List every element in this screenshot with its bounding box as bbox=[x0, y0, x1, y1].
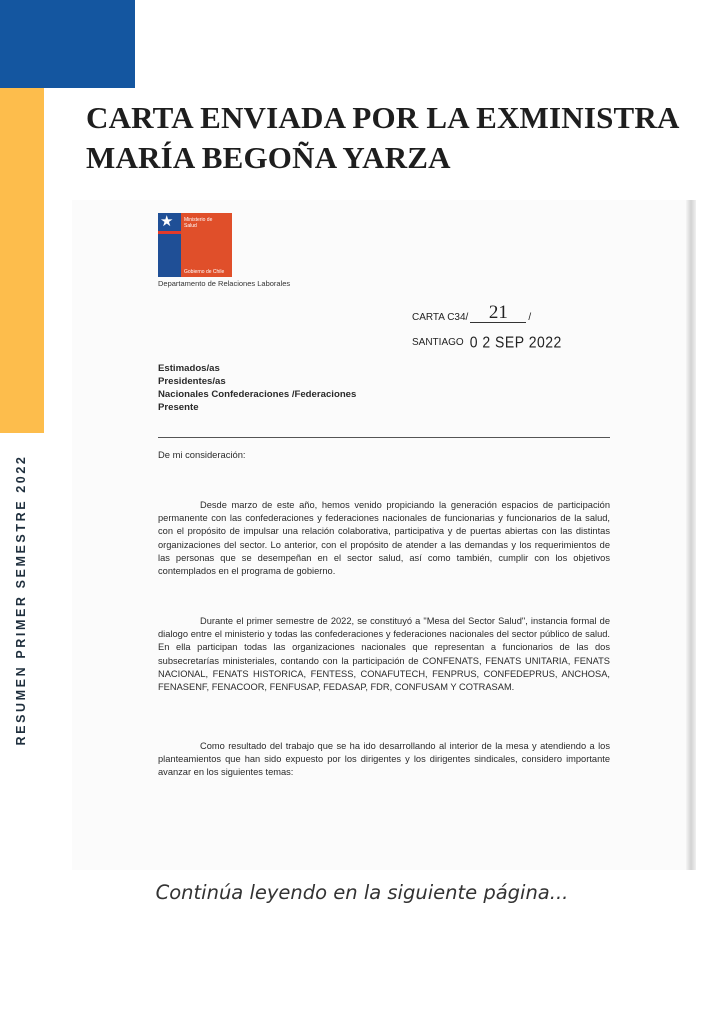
place-date bbox=[412, 334, 562, 350]
page-title-line-1: CARTA ENVIADA POR LA EXMINISTRA bbox=[86, 100, 680, 135]
santiago-label: SANTIAGO bbox=[412, 336, 464, 348]
letter-paragraph: Durante el primer semestre de 2022, se constituyó a "Mesa del Sector Salud", instancia formal de dialogo entre el ministerio y todas las confederaciones y federaciones nacionales del sector público de salud. En ella participan todas las organizaciones nacionales que representan a funcionarios de las dos subsecretarías ministeriales, contando con la participación de CONFENATS, FENATS UNITARIA, FENATS NACIONAL, FENATS HISTORICA, FENTESS, CONAFUTECH, FENPRUS, CONFEDEPRUS, ANCHOSA, FENASENF, FENACOOR, FENFUSAP, FEDASAP, FDR, CONFUSAM Y COTRASAM. bbox=[158, 616, 610, 693]
letter-date-stamp: 0 2 SEP 2022 bbox=[469, 332, 562, 352]
recipient-line: Estimados/as bbox=[158, 363, 220, 374]
sidebar-label: RESUMEN PRIMER SEMESTRE 2022 bbox=[14, 454, 28, 746]
recipient-line: Presidentes/as bbox=[158, 376, 226, 387]
page-title-line-2: MARÍA BEGOÑA YARZA bbox=[86, 140, 451, 175]
letter-paragraph: Como resultado del trabajo que se ha ido desarrollando al interior de la mesa y atendiendo a los planteamientos que han sido expuesto por los dirigentes y los dirigentes sindicales, considero importante avanzar en los siguientes temas: bbox=[158, 741, 610, 778]
carta-number: 21 bbox=[470, 304, 526, 323]
scanned-letter bbox=[72, 200, 696, 870]
page-title bbox=[86, 98, 680, 178]
continue-reading-note: Continúa leyendo en la siguiente página... bbox=[155, 881, 569, 904]
ministry-logo bbox=[158, 213, 232, 277]
logo-blue-block bbox=[158, 213, 181, 277]
logo-orange-block bbox=[181, 213, 232, 277]
logo-gov-line: Gobierno de Chile bbox=[184, 269, 225, 275]
carta-suffix: / bbox=[528, 312, 532, 323]
carta-prefix: CARTA C34/ bbox=[412, 312, 469, 323]
recipient-divider bbox=[158, 437, 610, 438]
logo-red-stripe bbox=[158, 231, 181, 234]
blue-accent-bar bbox=[0, 0, 135, 88]
department-name: Departamento de Relaciones Laborales bbox=[158, 279, 291, 288]
logo-org-line-1: Ministerio de bbox=[184, 217, 213, 223]
recipient-line: Presente bbox=[158, 402, 199, 413]
carta-reference bbox=[412, 304, 531, 323]
star-icon: ★ bbox=[160, 213, 174, 230]
yellow-accent-bar bbox=[0, 88, 44, 433]
logo-org-line-2: Salud bbox=[184, 223, 197, 229]
letter-greeting: De mi consideración: bbox=[158, 449, 246, 460]
recipients-block bbox=[158, 362, 356, 414]
letter-paragraph: Desde marzo de este año, hemos venido propiciando la generación espacios de participación permanente con las confederaciones y federaciones nacionales de funcionarias y funcionarios de la salud, con el propósito de impulsar una relación colaborativa, participativa y de puertas abiertas con las distintas organizaciones del sector. Lo anterior, con el propósito de atender a las demandas y los requerimientos de las personas que se desempeñan en el sector salud, así como también, cumplir con los objetivos contemplados en el programa de gobierno. bbox=[158, 500, 610, 577]
recipient-line: Nacionales Confederaciones /Federaciones bbox=[158, 389, 357, 400]
letter-scan-edge bbox=[686, 200, 696, 870]
